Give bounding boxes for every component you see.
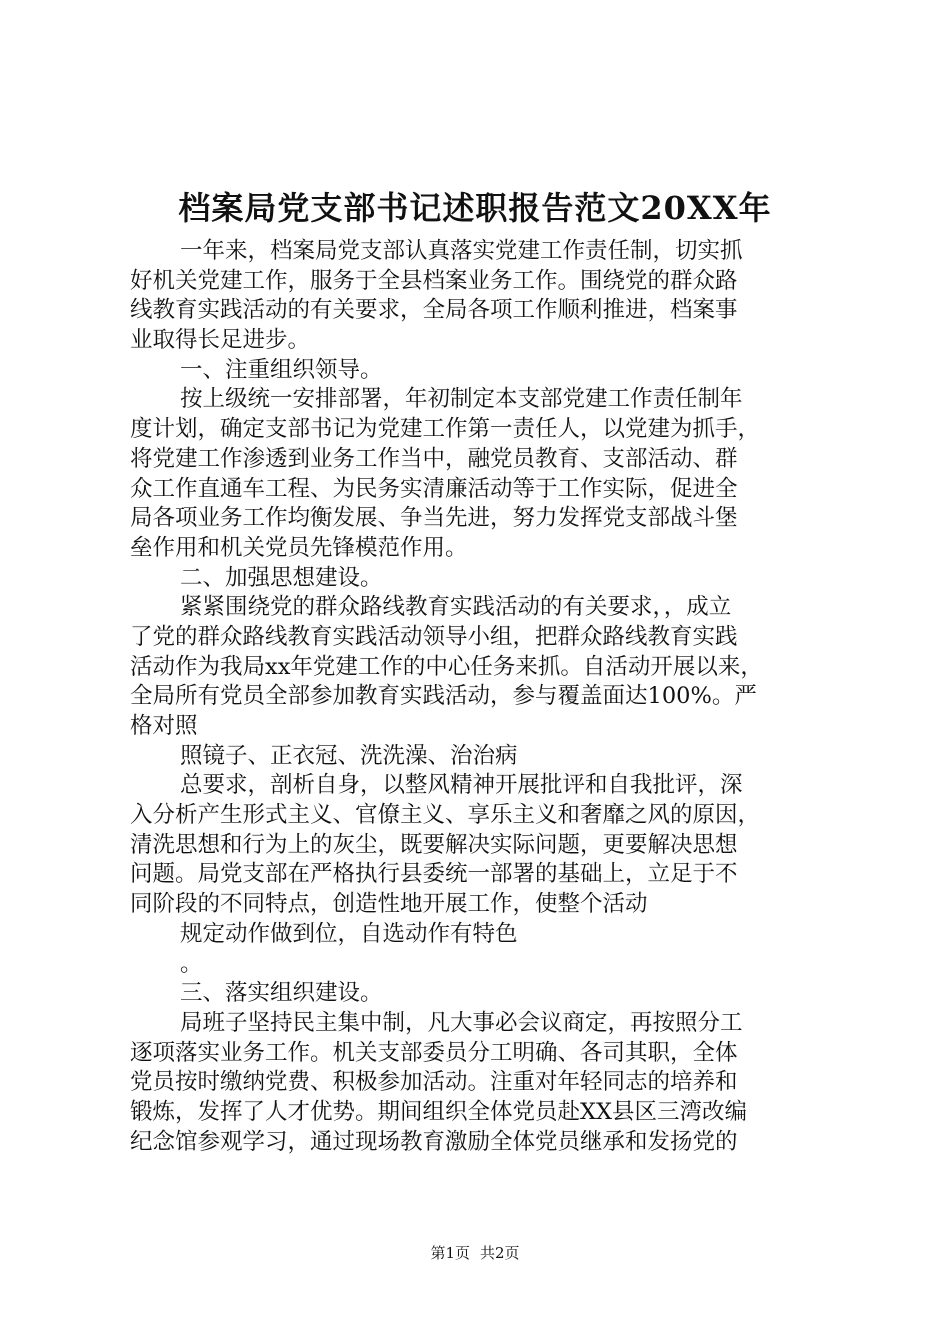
text-line: 好机关党建工作，服务于全县档案业务工作。围绕党的群众路 xyxy=(130,267,738,294)
text-line: 活动作为我局xx年党建工作的中心任务来抓。自活动开展以来， xyxy=(130,653,763,680)
text-line: 二、加强思想建设。 xyxy=(180,564,383,591)
text-line: 党员按时缴纳党费、积极参加活动。注重对年轻同志的培养和 xyxy=(130,1069,738,1096)
text-line: 。 xyxy=(180,950,203,977)
page-number-current: 第1页 xyxy=(430,1244,470,1262)
text-line: 规定动作做到位，自选动作有特色 xyxy=(180,920,518,947)
document-body xyxy=(130,237,830,1157)
text-line: 三、落实组织建设。 xyxy=(180,980,383,1007)
text-line: 格对照 xyxy=(130,713,198,739)
text-line: 线教育实践活动的有关要求，全局各项工作顺利推进，档案事 xyxy=(130,297,738,324)
text-line: 问题。局党支部在严格执行县委统一部署的基础上，立足于不 xyxy=(130,861,738,888)
text-line: 按上级统一安排部署，年初制定本支部党建工作责任制年 xyxy=(180,386,743,413)
text-line: 局各项业务工作均衡发展、争当先进，努力发挥党支部战斗堡 xyxy=(130,505,738,532)
text-line: 纪念馆参观学习，通过现场教育激励全体党员继承和发扬党的 xyxy=(130,1128,738,1155)
text-line: 紧紧围绕党的群众路线教育实践活动的有关要求，，成立 xyxy=(180,594,732,621)
text-line: 业取得长足进步。 xyxy=(130,327,311,354)
text-line: 众工作直通车工程、为民务实清廉活动等于工作实际，促进全 xyxy=(130,475,738,502)
text-line: 了党的群众路线教育实践活动领导小组，把群众路线教育实践 xyxy=(130,623,738,650)
page-number-total: 共2页 xyxy=(480,1244,520,1262)
text-line: 一、注重组织领导。 xyxy=(180,356,383,383)
text-line: 照镜子、正衣冠、洗洗澡、治治病 xyxy=(180,742,518,769)
text-line: 局班子坚持民主集中制，凡大事必会议商定，再按照分工 xyxy=(180,1009,743,1036)
text-line: 垒作用和机关党员先锋模范作用。 xyxy=(130,534,468,561)
text-line: 将党建工作渗透到业务工作当中，融党员教育、支部活动、群 xyxy=(130,445,738,472)
text-line: 度计划，确定支部书记为党建工作第一责任人，以党建为抓手， xyxy=(130,416,761,443)
document-title: 档案局党支部书记述职报告范文20XX年 xyxy=(178,189,772,227)
text-line: 入分析产生形式主义、官僚主义、享乐主义和奢靡之风的原因， xyxy=(130,802,761,829)
text-line: 全局所有党员全部参加教育实践活动，参与覆盖面达100%。严 xyxy=(130,683,757,710)
text-line: 同阶段的不同特点，创造性地开展工作，使整个活动 xyxy=(130,891,648,918)
text-line: 一年来，档案局党支部认真落实党建工作责任制，切实抓 xyxy=(180,238,743,264)
page-footer xyxy=(0,1243,950,1263)
text-line: 总要求，剖析自身，以整风精神开展批评和自我批评，深 xyxy=(180,772,743,799)
text-line: 锻炼，发挥了人才优势。期间组织全体党员赴XX县区三湾改编 xyxy=(130,1098,748,1125)
text-line: 逐项落实业务工作。机关支部委员分工明确、各司其职，全体 xyxy=(130,1039,738,1066)
text-line: 清洗思想和行为上的灰尘，既要解决实际问题，更要解决思想 xyxy=(130,831,738,858)
